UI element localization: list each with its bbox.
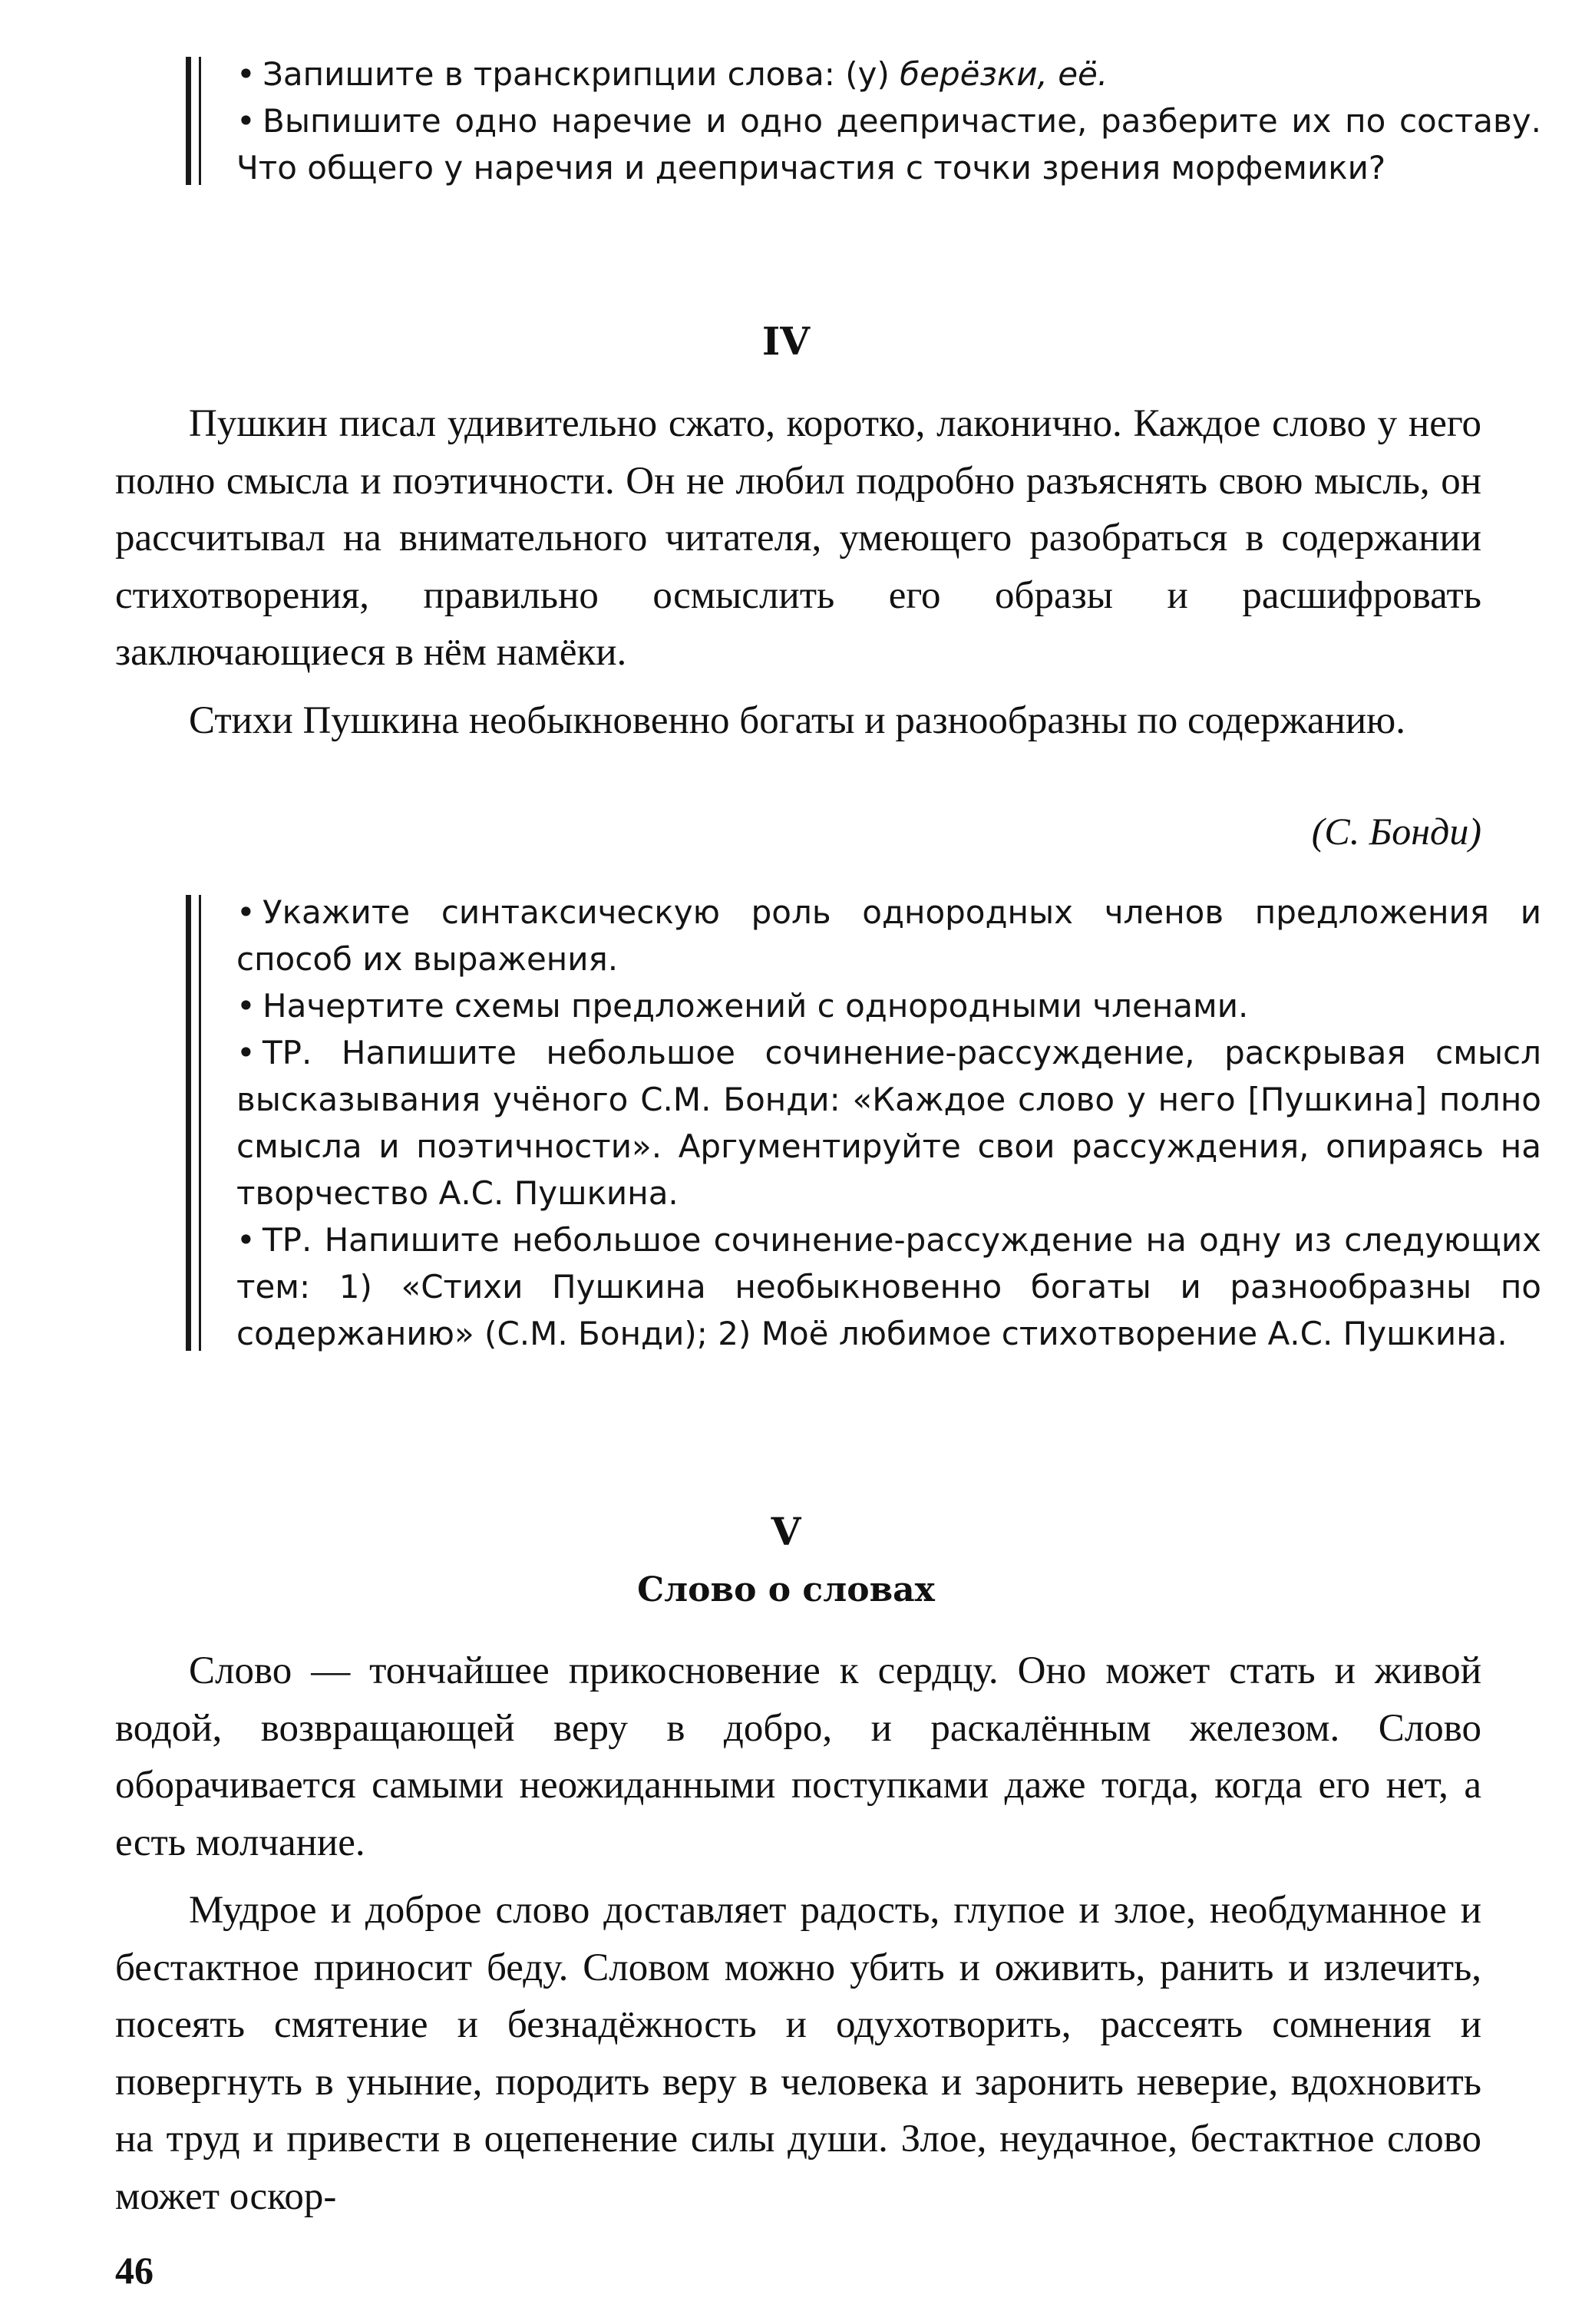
task-text: Запишите в транскрипции слова: (у): [263, 55, 900, 93]
section-iv-text: [115, 395, 1481, 760]
task-text: Укажите синтаксическую роль однородных членов предложения и способ их выражения.: [236, 893, 1541, 978]
bullet-icon: •: [236, 893, 256, 931]
task-item: [236, 51, 1541, 97]
paragraph: Стихи Пушкина необыкновенно богаты и разнообразны по содержанию.: [189, 698, 1406, 742]
double-rule-divider: [186, 57, 201, 185]
task-block-middle: [178, 889, 1541, 1357]
task-item: [236, 982, 1541, 1029]
task-item: [236, 1216, 1541, 1357]
paragraph: Слово — тончайшее прикосновение к сердцу. Оно может стать и живой водой, возвращающей веру в добро, и раскалённым железом. Слово оборачивается самыми неожиданными поступками даже тогда, когда его нет, а есть молчание.: [115, 1649, 1481, 1864]
section-numeral-v: V: [771, 1509, 801, 1554]
bullet-icon: •: [236, 1221, 256, 1259]
bullet-icon: •: [236, 1034, 256, 1071]
bullet-icon: •: [236, 55, 256, 93]
paragraph: Пушкин писал удивительно сжато, коротко, лаконично. Каждое слово у него полно смысла и поэтичности. Он не любил подробно разъяснять свою мысль, он рассчитывал на внимательного читателя, умеющего разобраться в содержании стихотворения, правильно осмыслить его образы и расшифровать заключающиеся в нём намёки.: [115, 402, 1481, 674]
task-italic-words: берёзки, её.: [900, 55, 1108, 93]
section-v-text: [115, 1642, 1481, 2236]
task-block-top: [178, 51, 1541, 191]
task-item: [236, 1029, 1541, 1216]
task-text: ТР. Напишите небольшое сочинение-рассуждение, раскрывая смысл высказывания учёного С.М. Бонди: «Каждое слово у него [Пушкина] полно смысла и поэтичности». Аргументируйте свои рассуждения, опираясь на творчество А.С. Пушкина.: [236, 1034, 1541, 1212]
section-numeral-iv: IV: [761, 319, 811, 364]
bullet-icon: •: [236, 102, 256, 140]
task-item: [236, 97, 1541, 191]
page-number: 46: [115, 2249, 154, 2292]
task-text: Выпишите одно наречие и одно деепричастие, разберите их по составу. Что общего у наречия и деепричастия с точки зрения морфемики?: [236, 102, 1541, 187]
section-heading: Слово о словах: [637, 1570, 935, 1609]
task-text: ТР. Напишите небольшое сочинение-рассуждение на одну из следующих тем: 1) «Стихи Пушкина необыкновенно богаты и разнообразны по содержанию» (С.М. Бонди); 2) Моё любимое стихотворение А.С. Пушкина.: [236, 1221, 1541, 1352]
bullet-icon: •: [236, 987, 256, 1025]
double-rule-divider: [186, 895, 201, 1351]
task-text: Начертите схемы предложений с однородными членами.: [263, 987, 1249, 1025]
paragraph: Мудрое и доброе слово доставляет радость, глупое и злое, необдуманное и бестактное приносит беду. Словом можно убить и оживить, ранить и излечить, посеять смятение и безнадёжность и одухотворить, рассеять сомнения и повергнуть в уныние, породить веру в человека и заронить неверие, вдохновить на труд и привести в оцепенение силы души. Злое, неудачное, бестактное слово может оскор-: [115, 1889, 1481, 2218]
quote-attribution: (С. Бонди): [1311, 810, 1481, 853]
task-item: [236, 889, 1541, 982]
